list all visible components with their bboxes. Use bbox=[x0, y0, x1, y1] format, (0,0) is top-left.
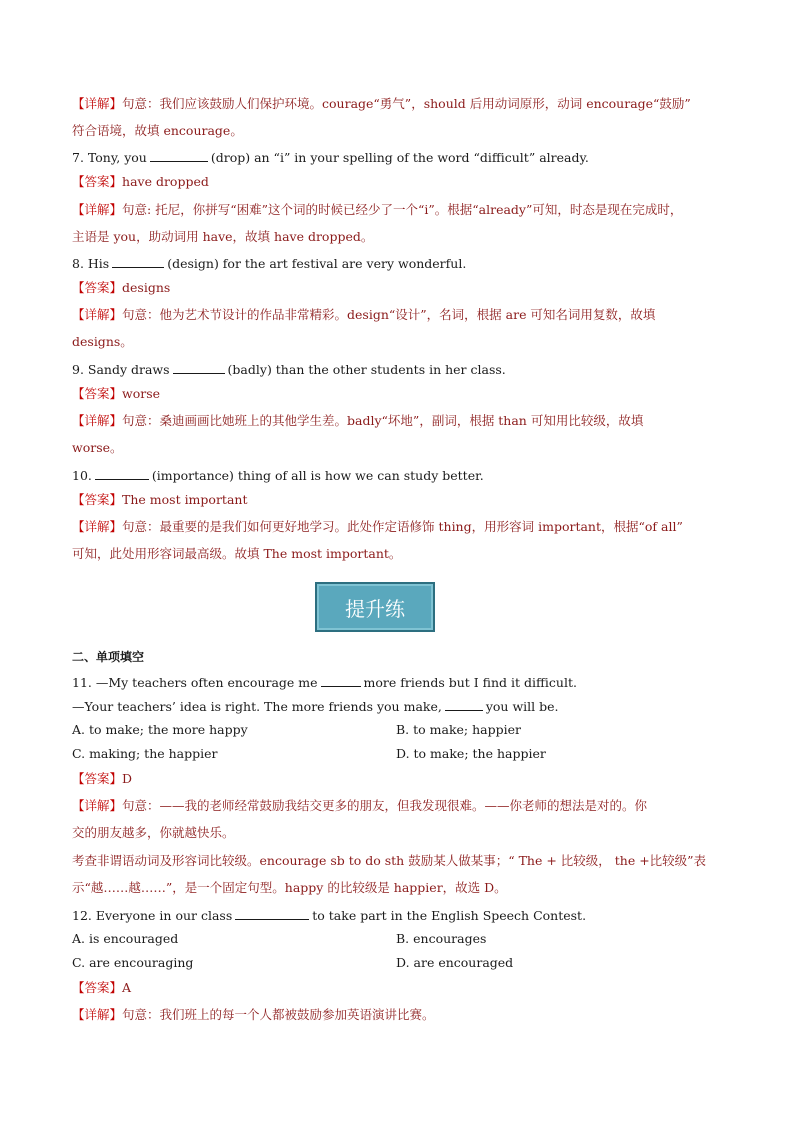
answer-tag: 【答案】 bbox=[72, 492, 123, 507]
explain-tag: 【详解】 bbox=[72, 1007, 123, 1022]
q6-explain-line1: 【详解】句意：我们应该鼓励人们保护环境。courage“勇气”，should 后用动词原形，动词 encourage“鼓励” bbox=[72, 96, 691, 111]
explain-tag: 【详解】 bbox=[72, 798, 123, 813]
answer-blank bbox=[95, 467, 149, 480]
q12-option-d[interactable]: D. are encouraged bbox=[396, 955, 514, 970]
explain-tag: 【详解】 bbox=[72, 307, 123, 322]
q11-option-b[interactable]: B. to make; happier bbox=[396, 722, 521, 737]
section-title: 二、单项填空 bbox=[72, 650, 145, 664]
answer-blank bbox=[150, 149, 208, 162]
q12-answer: 【答案】A bbox=[72, 980, 132, 995]
q9-explain-line2: worse。 bbox=[72, 440, 123, 455]
q11-explain-line4: 示“越……越……”，是一个固定句型。happy 的比较级是 happier，故选 D。 bbox=[72, 880, 507, 895]
q12-option-b[interactable]: B. encourages bbox=[396, 931, 487, 946]
q8-explain-line1: 【详解】句意：他为艺术节设计的作品非常精彩。design“设计”，名词，根据 are 可知名词用复数，故填 bbox=[72, 307, 656, 322]
q8-question: 8. His (design) for the art festival are very wonderful. bbox=[72, 256, 467, 271]
explain-tag: 【详解】 bbox=[72, 96, 123, 111]
q11-explain-line3: 考查非谓语动词及形容词比较级。encourage sb to do sth 鼓励某人做某事；“ The + 比较级， the +比较级”表 bbox=[72, 853, 707, 868]
q12-option-c[interactable]: C. are encouraging bbox=[72, 955, 194, 970]
q11-option-d[interactable]: D. to make; the happier bbox=[396, 746, 546, 761]
q10-answer: 【答案】The most important bbox=[72, 492, 248, 507]
q11-explain-line1: 【详解】句意：——我的老师经常鼓励我结交更多的朋友，但我发现很难。——你老师的想法是对的。你 bbox=[72, 798, 648, 813]
q11-question-line2: —Your teachers’ idea is right. The more friends you make, you will be. bbox=[72, 699, 559, 714]
q11-answer: 【答案】D bbox=[72, 771, 133, 786]
explain-tag: 【详解】 bbox=[72, 202, 123, 217]
answer-blank bbox=[445, 698, 483, 711]
q8-explain-line2: designs。 bbox=[72, 334, 133, 349]
q11-option-c[interactable]: C. making; the happier bbox=[72, 746, 218, 761]
answer-blank bbox=[112, 255, 164, 268]
answer-tag: 【答案】 bbox=[72, 386, 123, 401]
q11-option-a[interactable]: A. to make; the more happy bbox=[72, 722, 248, 737]
answer-tag: 【答案】 bbox=[72, 174, 123, 189]
answer-tag: 【答案】 bbox=[72, 771, 123, 786]
explain-tag: 【详解】 bbox=[72, 519, 123, 534]
answer-blank bbox=[321, 674, 361, 687]
q10-question: 10. (importance) thing of all is how we can study better. bbox=[72, 468, 484, 483]
explain-tag: 【详解】 bbox=[72, 413, 123, 428]
section-banner: 提升练 bbox=[315, 582, 435, 632]
answer-blank bbox=[235, 907, 309, 920]
q7-explain-line2: 主语是 you，助动词用 have，故填 have dropped。 bbox=[72, 229, 374, 244]
q10-explain-line1: 【详解】句意：最重要的是我们如何更好地学习。此处作定语修饰 thing，用形容词 important，根据“of all” bbox=[72, 519, 683, 534]
q7-answer: 【答案】have dropped bbox=[72, 174, 209, 189]
q9-answer: 【答案】worse bbox=[72, 386, 161, 401]
q6-explain-line2: 符合语境，故填 encourage。 bbox=[72, 123, 243, 138]
q12-question: 12. Everyone in our class to take part in the English Speech Contest. bbox=[72, 908, 587, 923]
q9-question: 9. Sandy draws (badly) than the other students in her class. bbox=[72, 362, 506, 377]
answer-tag: 【答案】 bbox=[72, 980, 123, 995]
q10-explain-line2: 可知，此处用形容词最高级。故填 The most important。 bbox=[72, 546, 402, 561]
q12-option-a[interactable]: A. is encouraged bbox=[72, 931, 179, 946]
q8-answer: 【答案】designs bbox=[72, 280, 171, 295]
answer-blank bbox=[173, 361, 225, 374]
q11-question-line1: 11. —My teachers often encourage me more friends but I find it difficult. bbox=[72, 675, 577, 690]
q11-explain-line2: 交的朋友越多，你就越快乐。 bbox=[72, 825, 235, 840]
q7-explain-line1: 【详解】句意: 托尼，你拼写“困难”这个词的时候已经少了一个“i”。根据“already”可知，时态是现在完成时， bbox=[72, 202, 683, 217]
q7-question: 7. Tony, you (drop) an “i” in your spelling of the word “difficult” already. bbox=[72, 150, 589, 165]
answer-tag: 【答案】 bbox=[72, 280, 123, 295]
q9-explain-line1: 【详解】句意：桑迪画画比她班上的其他学生差。badly“坏地”，副词，根据 than 可知用比较级，故填 bbox=[72, 413, 644, 428]
q12-explain-line1: 【详解】句意：我们班上的每一个人都被鼓励参加英语演讲比赛。 bbox=[72, 1007, 435, 1022]
